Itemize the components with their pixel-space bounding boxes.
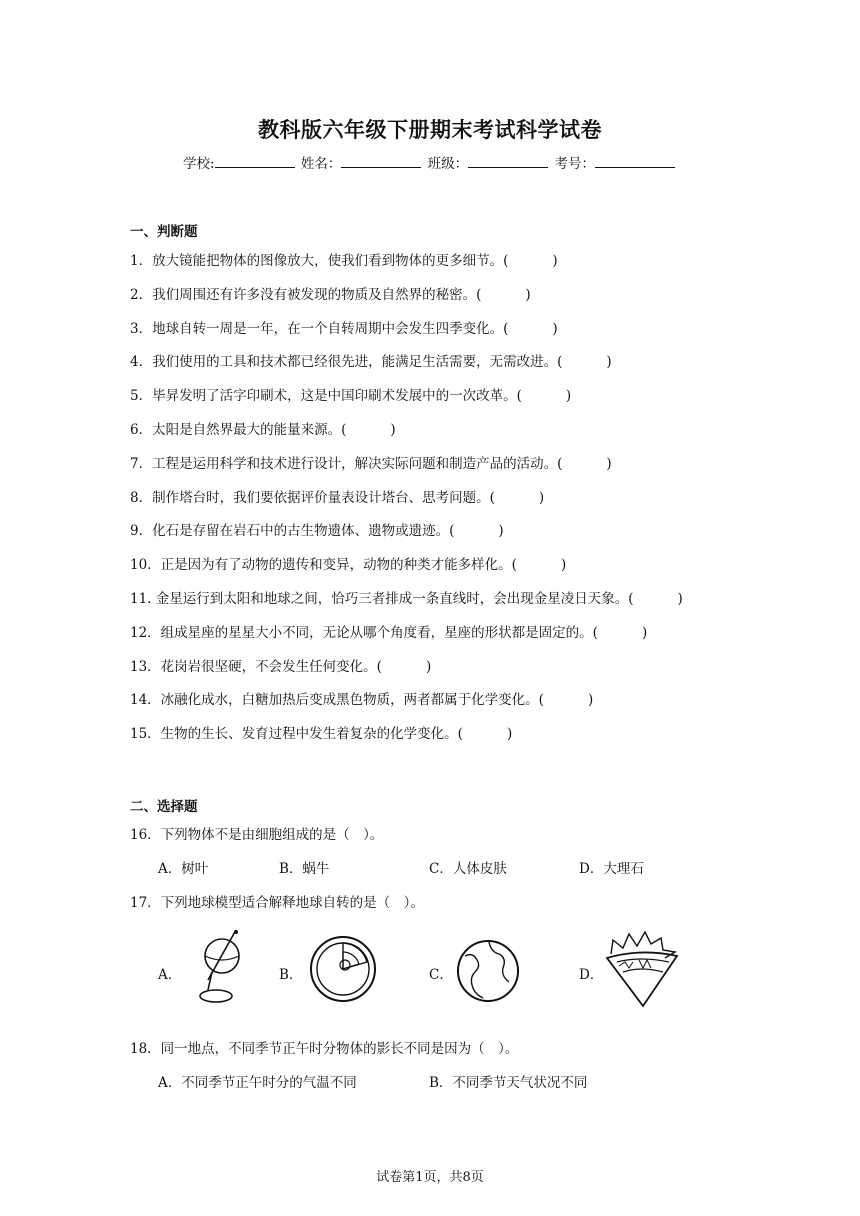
question-item: 9．化石是存留在岩石中的古生物遗体、遗物或遗迹。( ) — [130, 523, 504, 539]
q17-label-c[interactable]: C． — [429, 967, 453, 983]
earth-layers-figure[interactable] — [308, 934, 378, 1004]
question-item: 4．我们使用的工具和技术都已经很先进，能满足生活需要，无需改进。( ) — [130, 354, 612, 370]
globe-continents-figure[interactable] — [455, 938, 521, 1004]
q16-option-c[interactable]: C．人体皮肤 — [429, 861, 507, 877]
question-item: 1．放大镜能把物体的图像放大，使我们看到物体的更多细节。( ) — [130, 253, 558, 269]
question-item: 7．工程是运用科学和技术进行设计，解决实际问题和制造产品的活动。( ) — [130, 456, 612, 472]
student-info-line — [0, 152, 860, 172]
question-item: 8．制作塔台时，我们要依据评价量表设计塔台、思考问题。( ) — [130, 490, 545, 506]
page-footer: 试卷第1页，共8页 — [376, 1170, 484, 1185]
globe-on-stand-figure[interactable] — [190, 928, 250, 1008]
name-label: 姓名： — [300, 156, 342, 172]
q17-label-a[interactable]: A． — [158, 967, 182, 983]
question-item: 6．太阳是自然界最大的能量来源。( ) — [130, 422, 396, 438]
question-16-stem: 16．下列物体不是由细胞组成的是（ ）。 — [130, 827, 384, 843]
question-item: 14．冰融化成水，白糖加热后变成黑色物质，两者都属于化学变化。( ) — [130, 692, 594, 708]
q18-option-a[interactable]: A．不同季节正午时分的气温不同 — [158, 1075, 357, 1091]
school-label: 学校: — [183, 156, 215, 172]
question-item: 5．毕昇发明了活字印刷术，这是中国印刷术发展中的一次改革。( ) — [130, 388, 572, 404]
number-label: 考号： — [554, 156, 595, 172]
number-blank[interactable] — [595, 155, 675, 168]
school-blank[interactable] — [215, 155, 295, 168]
q16-option-d[interactable]: D．大理石 — [579, 861, 644, 877]
question-18-stem: 18．同一地点，不同季节正午时分物体的影长不同是因为（ ）。 — [130, 1041, 519, 1057]
section-heading-choice: 二、选择题 — [130, 799, 198, 815]
section-heading-judgment: 一、判断题 — [130, 224, 198, 240]
question-item: 10．正是因为有了动物的遗传和变异，动物的种类才能多样化。( ) — [130, 557, 567, 573]
question-item: 15．生物的生长、发育过程中发生着复杂的化学变化。( ) — [130, 726, 513, 742]
question-item: 11. 金星运行到太阳和地球之间，恰巧三者排成一条直线时，会出现金星凌日天象。( ) — [130, 591, 683, 607]
q18-option-b[interactable]: B．不同季节天气状况不同 — [429, 1075, 588, 1091]
q17-label-d[interactable]: D． — [579, 967, 604, 983]
question-item: 3．地球自转一周是一年，在一个自转周期中会发生四季变化。( ) — [130, 321, 558, 337]
class-label: 班级： — [427, 156, 469, 172]
earth-wedge-section-figure[interactable] — [603, 928, 683, 1010]
q16-option-a[interactable]: A．树叶 — [158, 861, 209, 877]
question-item: 13．花岗岩很坚硬，不会发生任何变化。( ) — [130, 659, 432, 675]
class-blank[interactable] — [468, 155, 548, 168]
exam-title: 教科版六年级下册期末考试科学试卷 — [258, 117, 602, 142]
q16-option-b[interactable]: B．蜗牛 — [279, 861, 330, 877]
q17-label-b[interactable]: B． — [279, 967, 303, 983]
question-item: 2．我们周围还有许多没有被发现的物质及自然界的秘密。( ) — [130, 287, 531, 303]
question-item: 12．组成星座的星星大小不同，无论从哪个角度看，星座的形状都是固定的。( ) — [130, 625, 648, 641]
name-blank[interactable] — [341, 155, 421, 168]
question-17-stem: 17．下列地球模型适合解释地球自转的是（ ）。 — [130, 895, 424, 911]
